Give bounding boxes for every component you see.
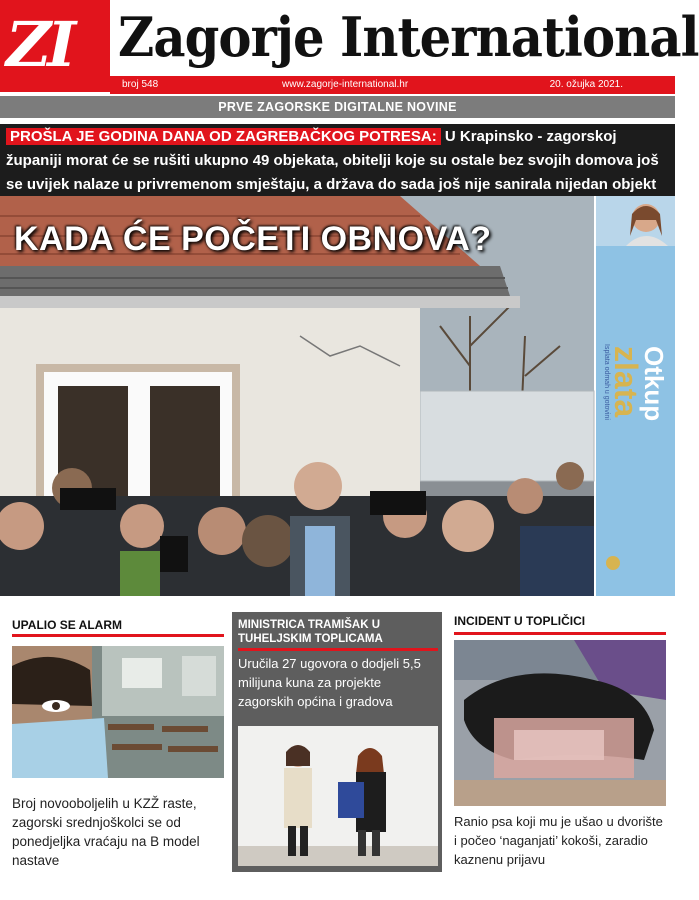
article-text-minister: Uručila 27 ugovora o dodjeli 5,5 milijuna kuna za projekte zagorskih općina i gradova — [238, 656, 421, 709]
lead-text: U Krapinsko - zagorskoj županiji morat će se rušiti ukupno 49 objekata, obitelji koje su ostale bez svojih domova još se uvijek nalaze u privremenom smještaju, a država do sada još nije sanirala nijedan objekt — [6, 128, 659, 193]
minister-photo — [238, 726, 438, 866]
article-text-incident: Ranio psa koji mu je ušao u dvorište i počeo ‘naganjati’ kokoši, zaradio kaznenu prijavu — [454, 814, 663, 867]
ad-brand — [608, 346, 669, 422]
article-rule — [238, 648, 438, 651]
article-rule — [454, 632, 666, 635]
tagline-bar: PRVE ZAGORSKE DIGITALNE NOVINE — [0, 96, 675, 118]
logo-text: ZI — [6, 8, 73, 81]
article-heading-alarm[interactable]: UPALIO SE ALARM — [12, 618, 122, 632]
website-link[interactable]: www.zagorje-international.hr — [282, 79, 409, 90]
ad-logo-icon — [606, 556, 620, 570]
article-text-alarm: Broj novooboljelih u KZŽ raste, zagorski srednjoškolci se od ponedjeljka vraćaju na B model nastave — [12, 796, 200, 868]
ad-brand-line2: zlata — [608, 346, 644, 418]
lead-kicker: PROŠLA JE GODINA DANA OD ZAGREBAČKOG POTRESA: — [6, 128, 441, 145]
article-heading-incident[interactable]: INCIDENT U TOPLIČICI — [454, 614, 586, 628]
ad-brand-line1: Otkup — [639, 346, 669, 422]
logo[interactable] — [0, 0, 110, 92]
lead-photo[interactable] — [0, 196, 594, 596]
issue-date: 20. ožujka 2021. — [549, 79, 623, 90]
article-image-dog[interactable] — [454, 640, 666, 806]
classroom-image — [12, 646, 224, 778]
newspaper-title: Zagorje International — [118, 5, 699, 69]
article-heading-minister[interactable]: MINISTRICA TRAMIŠAK U TUHELJSKIM TOPLICAMA — [238, 619, 383, 645]
ad-person-photo — [596, 196, 675, 246]
injured-dog-image — [454, 640, 666, 806]
article-image-classroom[interactable] — [12, 646, 224, 778]
hero-headline[interactable]: KADA ĆE POČETI OBNOVA? — [14, 220, 492, 258]
ad-tagline: Isplata odmah u gotovini — [603, 344, 610, 420]
info-bar — [110, 76, 675, 94]
issue-number: broj 548 — [122, 79, 159, 90]
article-image-minister[interactable] — [238, 726, 438, 866]
lead-headline[interactable] — [0, 124, 675, 196]
gold-buying-ad[interactable] — [596, 196, 675, 596]
article-rule — [12, 634, 224, 637]
